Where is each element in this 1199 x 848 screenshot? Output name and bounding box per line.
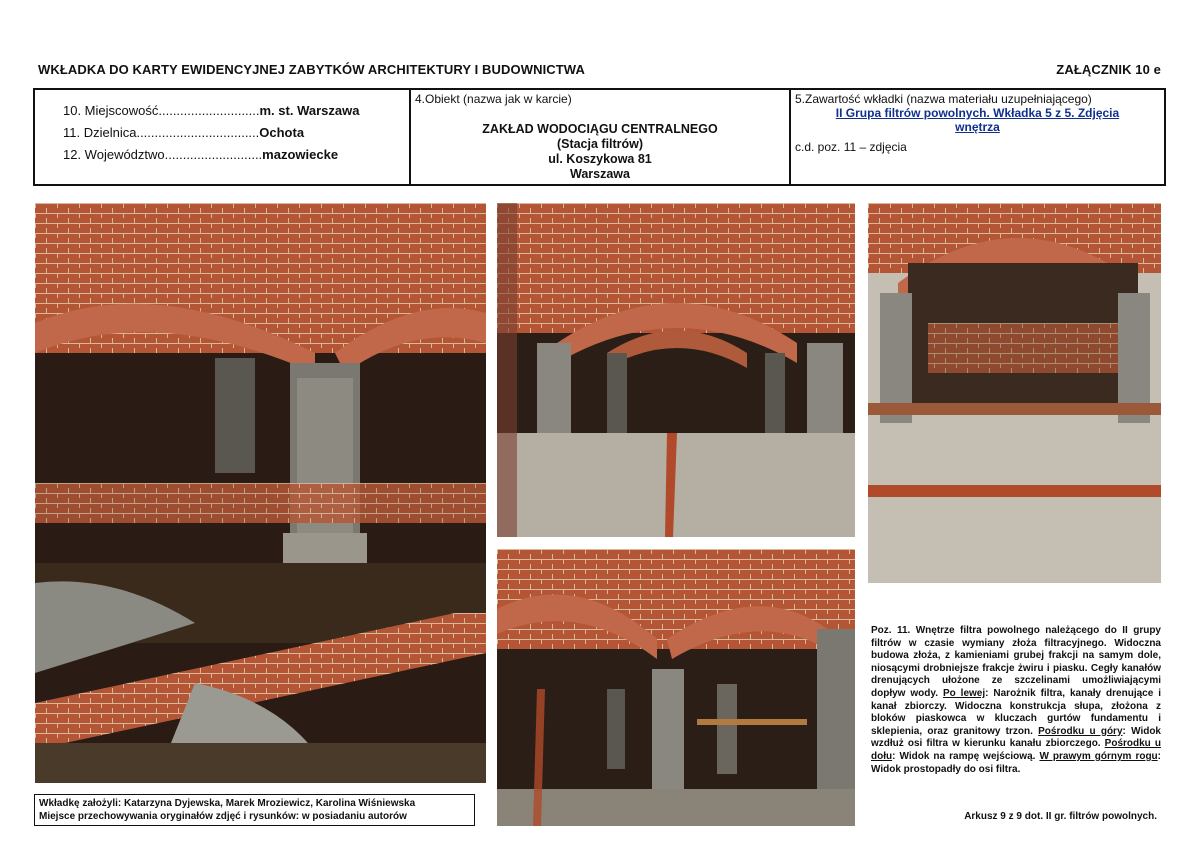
content-label: 5.Zawartość wkładki (nazwa materiału uzupełniającego) <box>795 92 1092 106</box>
photo-entrance-ramp-image <box>497 549 855 826</box>
content-section <box>791 90 1164 184</box>
location-row: 10. Miejscowość............................m. st. Warszawa <box>63 103 360 118</box>
document-title: WKŁADKA DO KARTY EWIDENCYJNEJ ZABYTKÓW ARCHITEKTURY I BUDOWNICTWA <box>38 62 585 77</box>
record-card <box>33 88 1166 186</box>
photo-filter-perpendicular <box>868 203 1161 583</box>
authors-line: Wkładkę założyli: Katarzyna Dyjewska, Marek Mroziewicz, Karolina Wiśniewska <box>39 798 416 809</box>
photo-filter-axis <box>497 203 855 537</box>
location-row: 11. Dzielnica..................................Ochota <box>63 125 305 140</box>
annex-number: ZAŁĄCZNIK 10 e <box>1056 62 1161 77</box>
storage-line: Miejsce przechowywania oryginałów zdjęć i rysunków: w posiadaniu autorów <box>39 811 407 822</box>
location-section <box>35 90 411 184</box>
photo-filter-corner-image <box>35 203 486 783</box>
photo-entrance-ramp <box>497 549 855 826</box>
photo-filter-axis-image <box>497 203 855 537</box>
object-section <box>411 90 791 184</box>
sheet-number: Arkusz 9 z 9 dot. II gr. filtrów powolnych. <box>964 811 1157 822</box>
content-title: II Grupa filtrów powolnych. Wkładka 5 z 5. Zdjęcia wnętrza <box>835 106 1120 134</box>
authors-box <box>34 794 475 826</box>
location-row: 12. Województwo...........................mazowiecke <box>63 147 339 162</box>
content-reference: c.d. poz. 11 – zdjęcia <box>795 140 907 154</box>
object-name: ZAKŁAD WODOCIĄGU CENTRALNEGO (Stacja filtrów) ul. Koszykowa 81 Warszawa <box>482 122 718 181</box>
photo-filter-corner <box>35 203 486 783</box>
photo-filter-perpendicular-image <box>868 203 1161 583</box>
object-label: 4.Obiekt (nazwa jak w karcie) <box>415 92 572 106</box>
photo-caption: Poz. 11. Wnętrze filtra powolnego należącego do II grupy filtrów w czasie wymiany złoża filtracyjnego. Widoczna budowa złoża, z kamieniami grubej frakcji na samym dole, niosącymi drobniejsze frakcje żwiru i piasku. Cegły kanałów drenujących ułożone ze szczelinami umożliwiającymi dopływ wody. Po lewej: Narożnik filtra, kanały drenujące i kanał zbiorczy. Widoczna konstrukcja słupa, złożona z bloków piaskowca w kluczach gurtów fundamentu i sklepienia, oraz granitowy trzon. Pośrodku u góry: Widok wzdłuż osi filtra w kierunku kanału zbiorczego. Pośrodku u dołu: Widok na rampę wejściową. W prawym górnym rogu: Widok prostopadły do osi filtra. <box>871 625 1162 775</box>
